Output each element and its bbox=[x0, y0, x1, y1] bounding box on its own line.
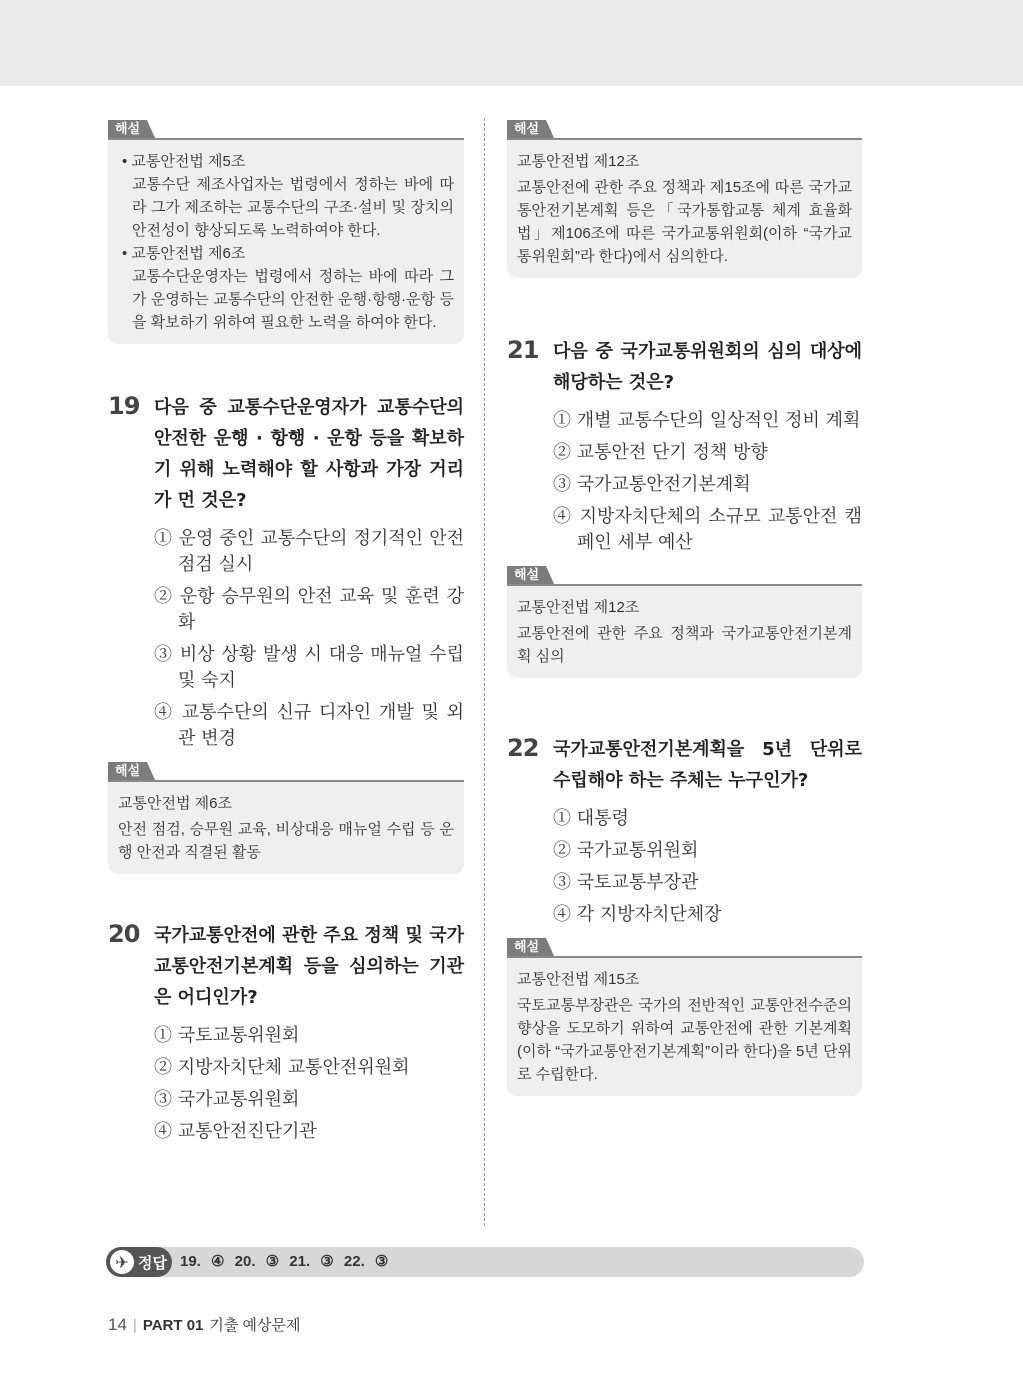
explanation-tab: 해설 bbox=[507, 120, 546, 138]
explanation-tab: 해설 bbox=[507, 566, 546, 584]
option-1[interactable]: ① 대통령 bbox=[553, 808, 629, 829]
explanation-q20 bbox=[507, 118, 862, 278]
top-band bbox=[0, 0, 1023, 86]
answer-bar bbox=[106, 1247, 864, 1277]
option-2[interactable]: ② 지방자치단체 교통안전위원회 bbox=[154, 1057, 410, 1078]
column-divider bbox=[484, 118, 485, 1226]
chapter-title: 기출 예상문제 bbox=[209, 1317, 301, 1334]
explanation-text: 교통안전에 관한 주요 정책과 제15조에 따른 국가교통안전기본계획 등은「국가통합교통 체계 효율화법」제106조에 따른 국가교통위원회(이하 “국가교통위원회”라 한다)에서 심의한다. bbox=[517, 179, 852, 265]
explanation-box bbox=[507, 584, 862, 678]
answer-badge bbox=[106, 1247, 172, 1277]
question-text: 국가교통안전기본계획을 5년 단위로 수립해야 하는 주체는 누구인가? bbox=[553, 739, 862, 791]
option-4[interactable]: ④ 각 지방자치단체장 bbox=[553, 904, 722, 925]
option-3[interactable]: ③ 국가교통위원회 bbox=[154, 1089, 300, 1110]
option-1[interactable]: ① 개별 교통수단의 일상적인 정비 계획 bbox=[553, 410, 861, 431]
option-3[interactable]: ③ 국토교통부장관 bbox=[553, 872, 699, 893]
option-list bbox=[553, 806, 862, 928]
part-label: PART 01 bbox=[142, 1317, 204, 1334]
law-reference: • 교통안전법 제5조 bbox=[118, 150, 454, 173]
explanation-text: 교통수단운영자는 법령에서 정하는 바에 따라 그가 운영하는 교통수단의 안전한 운행·항행·운항 등을 확보하기 위하여 필요한 노력을 하여야 한다. bbox=[132, 268, 454, 331]
question-22 bbox=[507, 734, 862, 928]
question-20 bbox=[108, 920, 464, 1145]
question-number: 19 bbox=[108, 392, 140, 420]
law-reference: 교통안전법 제12조 bbox=[517, 153, 640, 170]
right-column bbox=[507, 118, 862, 1096]
explanation-q18 bbox=[108, 118, 464, 344]
law-reference: 교통안전법 제6조 bbox=[118, 795, 232, 812]
option-4[interactable]: ④ 교통수단의 신규 디자인 개발 및 외관 변경 bbox=[154, 702, 464, 749]
explanation-box bbox=[507, 956, 862, 1096]
explanation-q22 bbox=[507, 936, 862, 1096]
option-4[interactable]: ④ 교통안전진단기관 bbox=[154, 1121, 317, 1142]
question-text: 국가교통안전에 관한 주요 정책 및 국가교통안전기본계획 등을 심의하는 기관은 어디인가? bbox=[154, 925, 464, 1008]
explanation-tab: 해설 bbox=[507, 938, 546, 956]
question-number: 21 bbox=[507, 336, 539, 364]
question-text: 다음 중 교통수단운영자가 교통수단의 안전한 운행 · 항행 · 운항 등을 확보하기 위해 노력해야 할 사항과 가장 거리가 먼 것은? bbox=[154, 397, 464, 511]
explanation-tab: 해설 bbox=[108, 762, 147, 780]
explanation-text: 안전 점검, 승무원 교육, 비상대응 매뉴얼 수립 등 운행 안전과 직결된 활동 bbox=[118, 821, 454, 861]
question-number: 22 bbox=[507, 734, 539, 762]
page-footer bbox=[108, 1314, 301, 1335]
option-1[interactable]: ① 국토교통위원회 bbox=[154, 1025, 300, 1046]
option-4[interactable]: ④ 지방자치단체의 소규모 교통안전 캠페인 세부 예산 bbox=[553, 506, 862, 553]
law-reference: 교통안전법 제15조 bbox=[517, 971, 640, 988]
page-number: 14 bbox=[108, 1315, 127, 1334]
option-2[interactable]: ② 운항 승무원의 안전 교육 및 훈련 강화 bbox=[154, 586, 464, 633]
option-3[interactable]: ③ 국가교통안전기본계획 bbox=[553, 474, 751, 495]
footer-separator: | bbox=[132, 1317, 137, 1334]
answer-label: 정답 bbox=[138, 1253, 167, 1272]
option-list bbox=[154, 526, 464, 752]
option-3[interactable]: ③ 비상 상황 발생 시 대응 매뉴얼 수립 및 숙지 bbox=[154, 644, 464, 691]
law-reference: 교통안전법 제12조 bbox=[517, 599, 640, 616]
option-list bbox=[553, 408, 862, 556]
law-reference: • 교통안전법 제6조 bbox=[118, 242, 454, 265]
explanation-box bbox=[108, 780, 464, 874]
explanation-text: 교통안전에 관한 주요 정책과 국가교통안전기본계획 심의 bbox=[517, 625, 852, 665]
answer-text: 19. ④ 20. ③ 21. ③ 22. ③ bbox=[180, 1253, 389, 1270]
question-19 bbox=[108, 392, 464, 752]
question-21 bbox=[507, 336, 862, 556]
airplane-icon: ✈ bbox=[110, 1250, 134, 1274]
left-column bbox=[108, 118, 464, 1151]
option-2[interactable]: ② 국가교통위원회 bbox=[553, 840, 699, 861]
explanation-q21 bbox=[507, 564, 862, 678]
option-list bbox=[154, 1023, 464, 1145]
question-number: 20 bbox=[108, 920, 140, 948]
option-2[interactable]: ② 교통안전 단기 정책 방향 bbox=[553, 442, 768, 463]
question-text: 다음 중 국가교통위원회의 심의 대상에 해당하는 것은? bbox=[553, 341, 862, 393]
explanation-q19 bbox=[108, 760, 464, 874]
explanation-text: 교통수단 제조사업자는 법령에서 정하는 바에 따라 그가 제조하는 교통수단의 구조·설비 및 장치의 안전성이 향상되도록 노력하여야 한다. bbox=[132, 176, 454, 239]
option-1[interactable]: ① 운영 중인 교통수단의 정기적인 안전 점검 실시 bbox=[154, 528, 464, 575]
explanation-box bbox=[507, 138, 862, 278]
explanation-text: 국토교통부장관은 국가의 전반적인 교통안전수준의 향상을 도모하기 위하여 교통안전에 관한 기본계획(이하 “국가교통안전기본계획”이라 한다)을 5년 단위로 수립한다. bbox=[517, 997, 852, 1083]
explanation-box bbox=[108, 138, 464, 344]
explanation-tab: 해설 bbox=[108, 120, 147, 138]
